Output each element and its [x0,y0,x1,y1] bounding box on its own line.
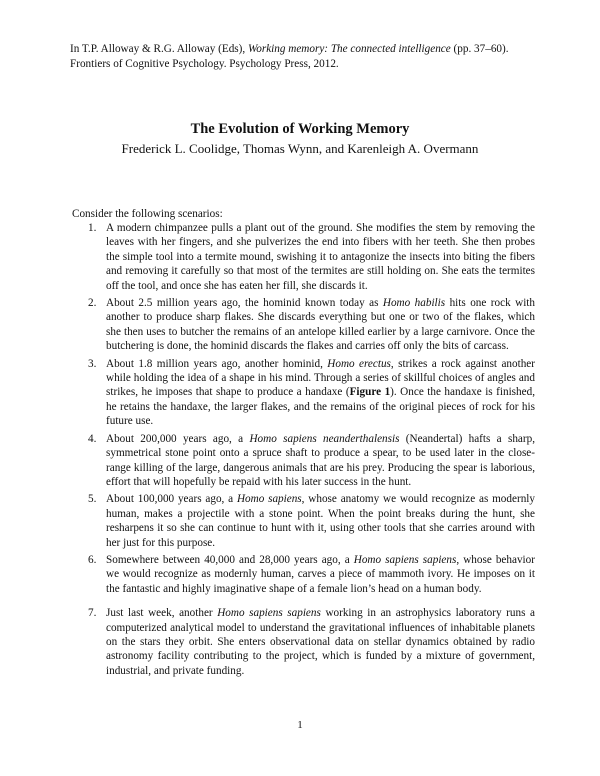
scenario-number: 4. [88,432,97,445]
citation: In T.P. Alloway & R.G. Alloway (Eds), Working memory: The connected intelligence (pp. 37–60). Frontiers of Cognitive Psychology. Psychology Press, 2012. [70,43,509,70]
species-name: Homo habilis [382,297,446,310]
scenario-number: 1. [88,222,97,234]
scenario-number: 6. [88,553,97,566]
scenario-7: 7. Just last week, another Homo sapiens sapiens working in an astrophysics laboratory runs a computerized analytical model to understand the gravitational influences of inhabitable planets on the stars they orbit. She enters observational data on stellar dynamics obtained by radio astronomy facility contributing to the project, which is funded by a mixture of government, industrial, and private funding. [88,607,535,677]
page-number: 1 [297,719,303,731]
book-title: Working memory: The connected intelligence [247,43,451,55]
scenario-1: 1. A modern chimpanzee pulls a plant out of the ground. She modifies the stem by removing the leaves with her fingers, and she pulverizes the end into fibers with her teeth. She then probes the simple tool into a termite mound, swishing it to antagonize the insects into biting the fibers and removing it carefully so that most of the termites are still holding on. She eats the termites off the tool, and once she has eaten her fill, she discards it. [88,222,535,292]
scenario-number: 5. [88,493,97,506]
scenario-number: 2. [88,297,97,310]
paper-title: The Evolution of Working Memory [190,121,410,137]
species-name: Homo sapiens [236,493,302,506]
scenario-3: 3. About 1.8 million years ago, another hominid, Homo erectus, strikes a rock against another while holding the idea of a shape in his mind. Through a series of skillful choices of angles and strikes, he imposes that shape to produce a handaxe (Figure 1). Once the handaxe is finished, he retains the handaxe, the larger flakes, and the remains of the original pieces of rock for his future use. [88,357,535,428]
intro-text: Consider the following scenarios: [72,208,223,220]
scenario-4: 4. About 200,000 years ago, a Homo sapiens neanderthalensis (Neandertal) hafts a sharp, symmetrical stone point onto a spruce shaft to produce a spear, to be used later in the close-range killing of the large, dangerous animals that are his prey. Producing the spear is laborious, effort that will hopefully be repaid with his later success in the hunt. [88,432,535,488]
scenario-6: 6. Somewhere between 40,000 and 28,000 years ago, a Homo sapiens sapiens, whose behavior we would recognize as modernly human, carves a piece of mammoth ivory. He imposes on it the fantastic and highly imaginative shape of a female lion’s head on a human body. [88,553,535,595]
authors: Frederick L. Coolidge, Thomas Wynn, and Karenleigh A. Overmann [121,141,479,156]
scenario-number: 7. [88,607,97,620]
scenario-list [70,221,535,681]
scenario-number: 3. [88,357,97,370]
scenario-5: 5. About 100,000 years ago, a Homo sapiens, whose anatomy we would recognize as modernly human, makes a projectile with a stone point. When the point breaks during the hunt, she resharpens it so she can continue to hunt with it, using other tools that she carries around with her just for this purpose. [88,493,535,549]
species-name: Homo erectus [327,357,391,370]
species-name: Homo sapiens sapiens [217,607,321,620]
figure-reference[interactable]: Figure 1 [349,386,391,399]
species-name: Homo sapiens sapiens [353,553,457,566]
species-name: Homo sapiens neanderthalensis [249,432,400,445]
scenario-2: 2. About 2.5 million years ago, the hominid known today as Homo habilis hits one rock with another to produce sharp flakes. She discards everything but one or two of the flakes, which she then uses to butcher the remains of an antelope killed earlier by a large carnivore. Once the butchering is done, the hominid discards the flakes and carries off only the bits of carcass. [88,297,536,353]
